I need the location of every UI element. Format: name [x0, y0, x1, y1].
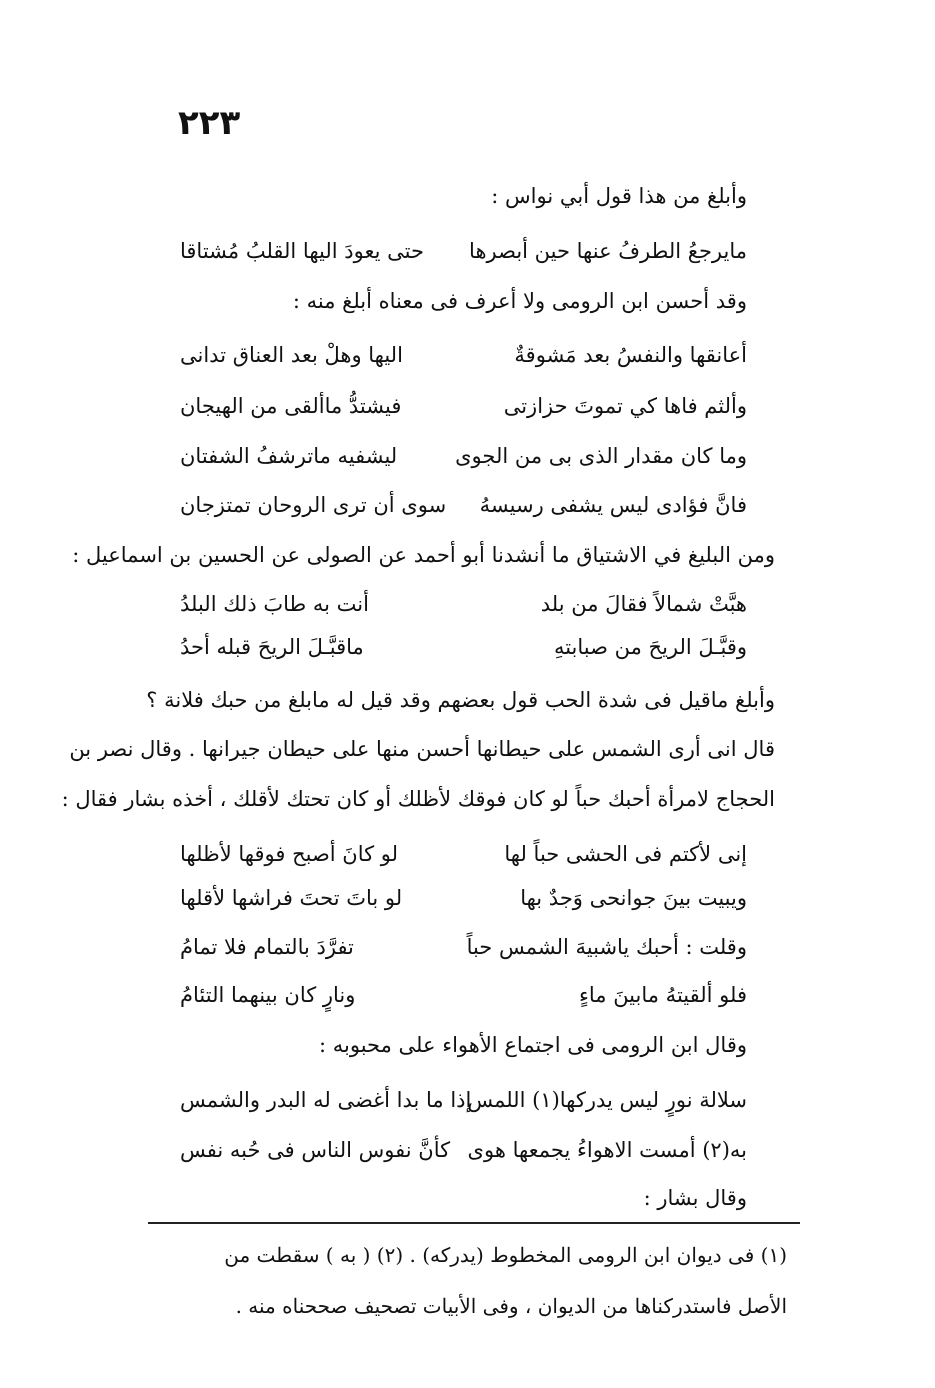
verse-first-hemistich: وقلت : أحبك ياشبيهَ الشمس حباً — [466, 935, 747, 959]
verse-first-hemistich: وما كان مقدار الذى بى من الجوى — [455, 444, 747, 468]
prose-line-justified: قال انى أرى الشمس على حيطانها أحسن منها على حيطان جيرانها . وقال نصر بن — [69, 737, 775, 761]
prose-line: وقال ابن الرومى فى اجتماع الأهواء على محبوبه : — [319, 1033, 747, 1057]
verse-first-hemistich: فلو ألقيتهُ مابينَ ماءٍ — [579, 983, 747, 1007]
verse-first-hemistich: إنى لأكتم فى الحشى حباً لها — [504, 842, 747, 866]
verse-second-hemistich: سوى أن ترى الروحان تمتزجان — [180, 493, 447, 517]
prose-line-justified: ومن البليغ في الاشتياق ما أنشدنا أبو أحمد عن الصولى عن الحسين بن اسماعيل : — [72, 543, 775, 567]
verse-first-hemistich: فانَّ فؤادى ليس يشفى رسيسهُ — [479, 493, 747, 517]
verse-first-hemistich: سلالة نورٍ ليس يدركها(١) اللمس — [467, 1088, 747, 1112]
page-number: ٢٢٣ — [178, 103, 241, 143]
verse-second-hemistich: كأنَّ نفوس الناس فى حُبه نفس — [180, 1138, 451, 1162]
verse-second-hemistich: ليشفيه ماترشفُ الشفتان — [180, 444, 398, 468]
footnote-line: (١) فى ديوان ابن الرومى المخطوط (يدركه) . (٢) ( به ) سقطت من — [224, 1243, 787, 1267]
verse-second-hemistich: ونارٍ كان بينهما التئامُ — [180, 983, 356, 1007]
footnote-line: الأصل فاستدركناها من الديوان ، وفى الأبيات تصحيف صححناه منه . — [235, 1294, 787, 1318]
verse-first-hemistich: مايرجعُ الطرفُ عنها حين أبصرها — [469, 239, 747, 263]
verse-second-hemistich: إذا ما بدا أغضى له البدر والشمس — [180, 1088, 472, 1112]
verse-first-hemistich: هبَّتْ شمالاً فقالَ من بلد — [540, 592, 747, 616]
prose-line: وقال بشار : — [643, 1186, 747, 1210]
footnote-rule — [148, 1222, 800, 1224]
verse-second-hemistich: اليها وهلْ بعد العناق تدانى — [180, 343, 403, 367]
prose-line: وقد أحسن ابن الرومى ولا أعرف فى معناه أبلغ منه : — [292, 289, 747, 313]
verse-first-hemistich: وألثم فاها كي تموتَ حزازتى — [503, 394, 747, 418]
verse-second-hemistich: فيشتدُّ ماألقى من الهيجان — [180, 394, 402, 418]
verse-second-hemistich: لو باتَ تحتَ فراشها لأقلها — [180, 886, 403, 910]
prose-line-justified: الحجاج لامرأة أحبك حباً لو كان فوقك لأظلك أو كان تحتك لأقلك ، أخذه بشار فقال : — [61, 787, 775, 811]
verse-first-hemistich: به(٢) أمست الاهواءُ يجمعها هوى — [467, 1138, 747, 1162]
verse-first-hemistich: وقبَّـلَ الريحَ من صبابتهِ — [553, 635, 747, 659]
verse-second-hemistich: تفرَّدَ بالتمام فلا تمامُ — [180, 935, 354, 959]
verse-second-hemistich: حتى يعودَ اليها القلبُ مُشتاقا — [180, 239, 424, 263]
verse-first-hemistich: أعانقها والنفسُ بعد مَشوقةٌ — [514, 343, 747, 367]
verse-second-hemistich: لو كانَ أصبح فوقها لأظلها — [180, 842, 399, 866]
verse-second-hemistich: أنت به طابَ ذلك البلدُ — [180, 592, 369, 616]
prose-line-justified: وأبلغ ماقيل فى شدة الحب قول بعضهم وقد قيل له مابلغ من حبك فلانة ؟ — [146, 688, 775, 712]
prose-line: وأبلغ من هذا قول أبي نواس : — [491, 184, 747, 208]
verse-first-hemistich: ويبيت بينَ جوانحى وَجدٌ بها — [520, 886, 747, 910]
verse-second-hemistich: ماقبَّـلَ الريحَ قبله أحدُ — [180, 635, 364, 659]
